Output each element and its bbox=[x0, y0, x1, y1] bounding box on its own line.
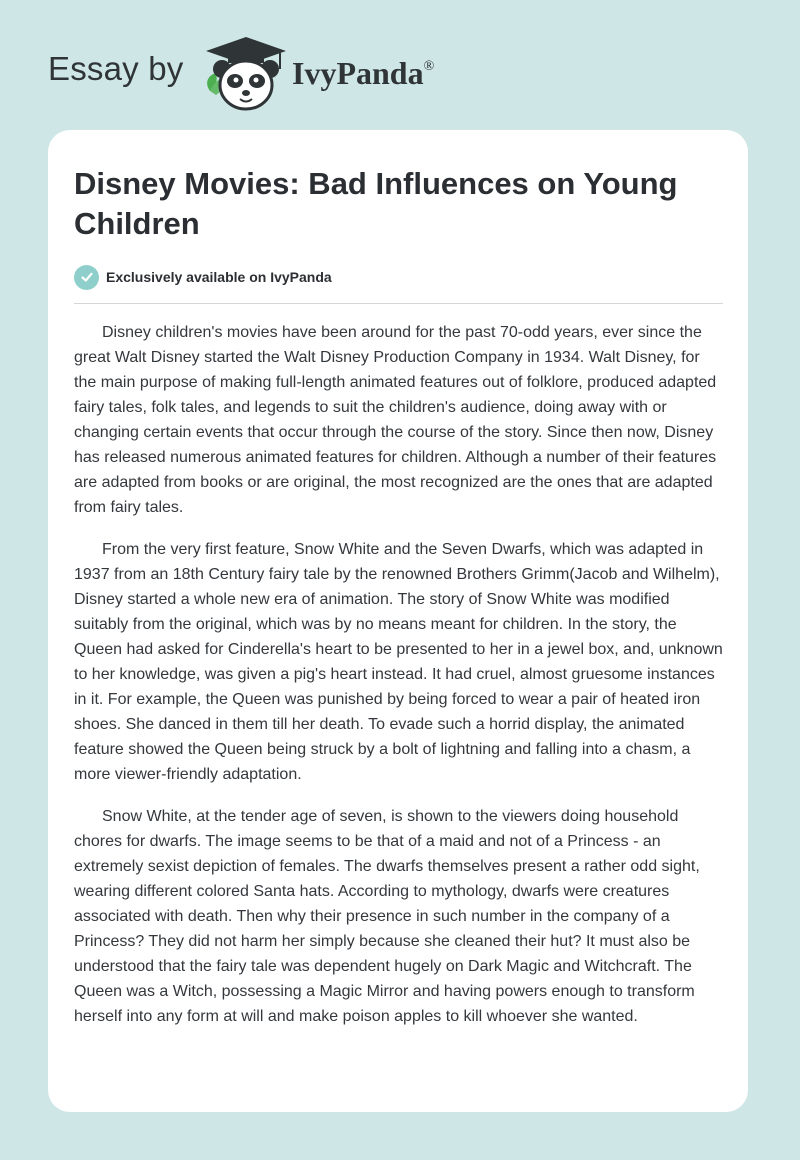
exclusive-badge bbox=[74, 264, 332, 290]
essay-card bbox=[48, 130, 748, 1112]
paragraph: From the very first feature, Snow White and the Seven Dwarfs, which was adapted in 1937 from an 18th Century fairy tale by the renowned Brothers Grimm(Jacob and Wilhelm), Disney started a whole new era of animation. The story of Snow White was modified suitably from the original, which was by no means meant for children. In the story, the Queen had asked for Cinderella's heart to be presented to her in a jewel box, and, unknown to her knowledge, was given a pig's heart instead. It had cruel, almost gruesome instances in it. For example, the Queen was punished by being forced to wear a pair of heated iron shoes. She danced in them till her death. To evade such a horrid display, the animated feature showed the Queen being struck by a bolt of lightning and falling into a chasm, a more viewer-friendly adaptation. bbox=[74, 541, 723, 783]
brand-text: IvyPanda bbox=[292, 55, 424, 91]
essay-by-label: Essay by bbox=[48, 50, 184, 87]
essay-body bbox=[74, 320, 724, 1046]
paragraph: Snow White, at the tender age of seven, is shown to the viewers doing household chores for dwarfs. The image seems to be that of a maid and not of a Princess - an extremely sexist depiction of females. The dwarfs themselves present a rather odd sight, wearing different colored Santa hats. According to mythology, dwarfs were creatures associated with death. Then why their presence in such number in the company of a Princess? They did not harm her simply because she cleaned their hut? It must also be understood that the fairy tale was dependent hugely on Dark Magic and Witchcraft. The Queen was a Witch, possessing a Magic Mirror and having powers enough to transform herself into any form at will and make poison apples to kill whoever she wanted. bbox=[74, 808, 700, 1025]
registered-mark: ® bbox=[423, 59, 435, 74]
check-circle-icon bbox=[74, 265, 99, 290]
site-header bbox=[0, 0, 800, 130]
paragraph: Disney children's movies have been around for the past 70-odd years, ever since the great Walt Disney started the Walt Disney Production Company in 1934. Walt Disney, for the main purpose of making full-length animated features out of folklore, produced adapted fairy tales, folk tales, and legends to suit the children's audience, doing away with or changing certain events that occur through the course of the story. Since then now, Disney has released numerous animated features for children. Although a number of their features are adapted from books or are original, the most recognized are the ones that are adapted from fairy tales. bbox=[74, 324, 717, 516]
divider bbox=[74, 303, 723, 304]
page-title: Disney Movies: Bad Influences on Young Children bbox=[74, 166, 678, 241]
brand-name[interactable] bbox=[292, 55, 434, 92]
panda-graduate-icon[interactable] bbox=[200, 33, 292, 113]
exclusive-badge-label: Exclusively available on IvyPanda bbox=[106, 269, 332, 285]
